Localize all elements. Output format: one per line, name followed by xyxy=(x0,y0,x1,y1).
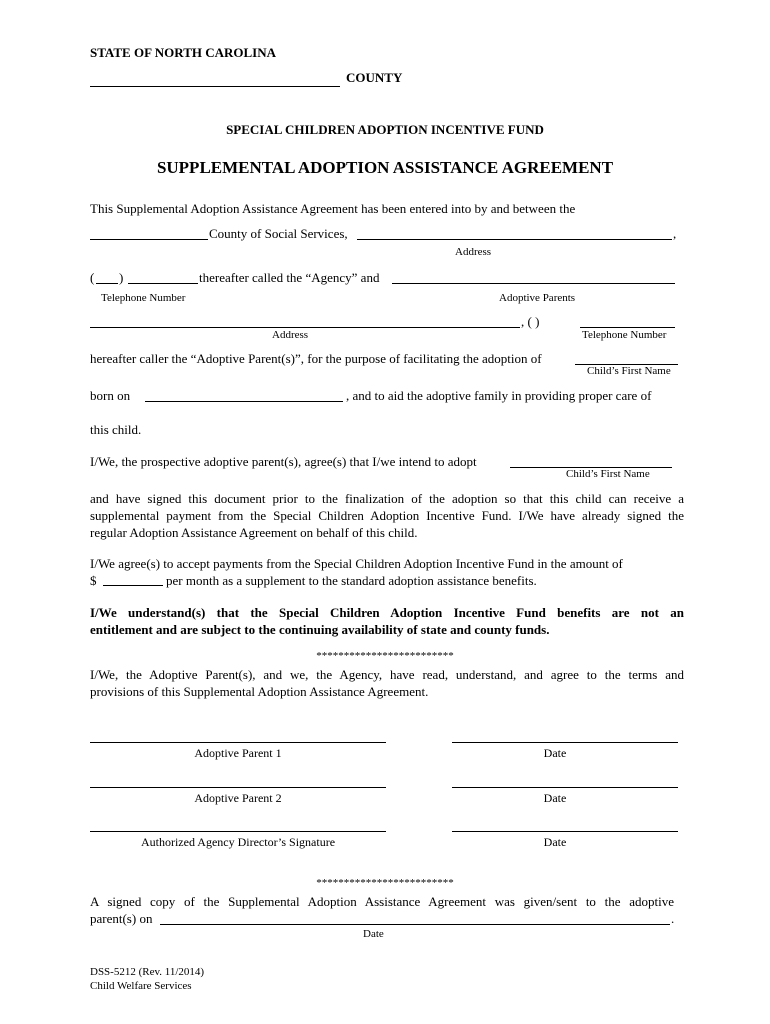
division: Child Welfare Services xyxy=(90,980,192,992)
separator-stars-2: ************************* xyxy=(316,877,454,889)
copy-line1: A signed copy of the Supplemental Adoption Assistance Agreement was given/sent to the adoptive xyxy=(90,894,674,909)
copy-period: . xyxy=(671,911,675,926)
separator-stars: ************************* xyxy=(316,650,454,662)
state-heading: STATE OF NORTH CAROLINA xyxy=(90,45,277,60)
amount-line[interactable] xyxy=(103,585,163,586)
agency-director-label: Authorized Agency Director’s Signature xyxy=(140,835,336,849)
childs-first-name-label: Child’s First Name xyxy=(587,365,671,377)
parents-phone-line[interactable] xyxy=(580,327,675,328)
parents-tel-paren: , ( ) xyxy=(521,314,540,329)
agency-director-date-label: Date xyxy=(543,835,567,849)
born-on-label: born on xyxy=(90,388,131,403)
county-name-line[interactable] xyxy=(90,86,340,87)
agency-phone-line[interactable] xyxy=(128,283,198,284)
per-month-text: per month as a supplement to the standard adoption assistance benefits. xyxy=(166,573,537,588)
comma: , xyxy=(673,226,677,241)
payments-line1: I/We agree(s) to accept payments from the Special Children Adoption Incentive Fund in the amount of xyxy=(90,556,623,571)
intent-text: I/We, the prospective adoptive parent(s), agree(s) that I/we intend to adopt xyxy=(90,454,477,469)
parents-address-line[interactable] xyxy=(90,327,520,328)
dollar-sign: $ xyxy=(90,573,97,588)
copy-date-line[interactable] xyxy=(160,924,670,925)
adoptive-parent-1-signature-line[interactable] xyxy=(90,742,386,743)
address-label: Address xyxy=(455,246,492,258)
agreement-title: SUPPLEMENTAL ADOPTION ASSISTANCE AGREEMENT xyxy=(156,158,614,177)
agree-line1: I/We, the Adoptive Parent(s), and we, the Agency, have read, understand, and agree to the terms and xyxy=(90,667,684,682)
adoptive-parents-line[interactable] xyxy=(392,283,675,284)
signed-line3: regular Adoption Assistance Agreement on behalf of this child. xyxy=(90,525,418,540)
intent-childs-first-name-label: Child’s First Name xyxy=(566,468,650,480)
agree-line2: provisions of this Supplemental Adoption Assistance Agreement. xyxy=(90,684,429,699)
fund-title: SPECIAL CHILDREN ADOPTION INCENTIVE FUND xyxy=(226,122,544,137)
telephone-number-label: Telephone Number xyxy=(101,292,186,304)
aid-text: , and to aid the adoptive family in providing proper care of xyxy=(346,388,652,403)
understand-line2: entitlement and are subject to the continuing availability of state and county funds. xyxy=(90,622,550,637)
signed-line1: and have signed this document prior to the finalization of the adoption so that this child can receive a xyxy=(90,491,684,506)
agency-text: thereafter called the “Agency” and xyxy=(199,270,380,285)
county-field-line[interactable] xyxy=(90,239,208,240)
form-number: DSS-5212 (Rev. 11/2014) xyxy=(90,966,205,978)
agency-address-line[interactable] xyxy=(357,239,672,240)
adoptive-parent-text: hereafter caller the “Adoptive Parent(s)”, for the purpose of facilitating the adoption of xyxy=(90,351,542,366)
adoptive-parent-2-date-line[interactable] xyxy=(452,787,678,788)
tel-close-paren: ) xyxy=(119,270,124,285)
understand-line1: I/We understand(s) that the Special Children Adoption Incentive Fund benefits are not an xyxy=(90,605,684,620)
adoptive-parent-1-date-line[interactable] xyxy=(452,742,678,743)
adoptive-parent-2-date-label: Date xyxy=(543,791,567,805)
this-child: this child. xyxy=(90,422,142,437)
copy-date-label: Date xyxy=(363,928,384,940)
agency-area-code-line[interactable] xyxy=(96,283,118,284)
adoptive-parent-1-date-label: Date xyxy=(543,746,567,760)
county-label: COUNTY xyxy=(346,70,403,85)
agency-director-signature-line[interactable] xyxy=(90,831,386,832)
intro-line1: This Supplemental Adoption Assistance Agreement has been entered into by and between the xyxy=(90,201,576,216)
telephone-number-label2: Telephone Number xyxy=(582,329,667,341)
birth-date-line[interactable] xyxy=(145,401,343,402)
adoptive-parent-2-signature-line[interactable] xyxy=(90,787,386,788)
signed-line2: supplemental payment from the Special Children Adoption Incentive Fund. I/We have already signed the xyxy=(90,508,684,523)
adoptive-parent-1-label: Adoptive Parent 1 xyxy=(194,746,282,760)
address-label2: Address xyxy=(272,329,309,341)
adoptive-parents-label: Adoptive Parents xyxy=(499,292,576,304)
adoptive-parent-2-label: Adoptive Parent 2 xyxy=(194,791,282,805)
copy-line2-start: parent(s) on xyxy=(90,911,153,926)
agency-director-date-line[interactable] xyxy=(452,831,678,832)
tel-open-paren: ( xyxy=(90,270,95,285)
county-of-social-services: County of Social Services, xyxy=(209,226,348,241)
